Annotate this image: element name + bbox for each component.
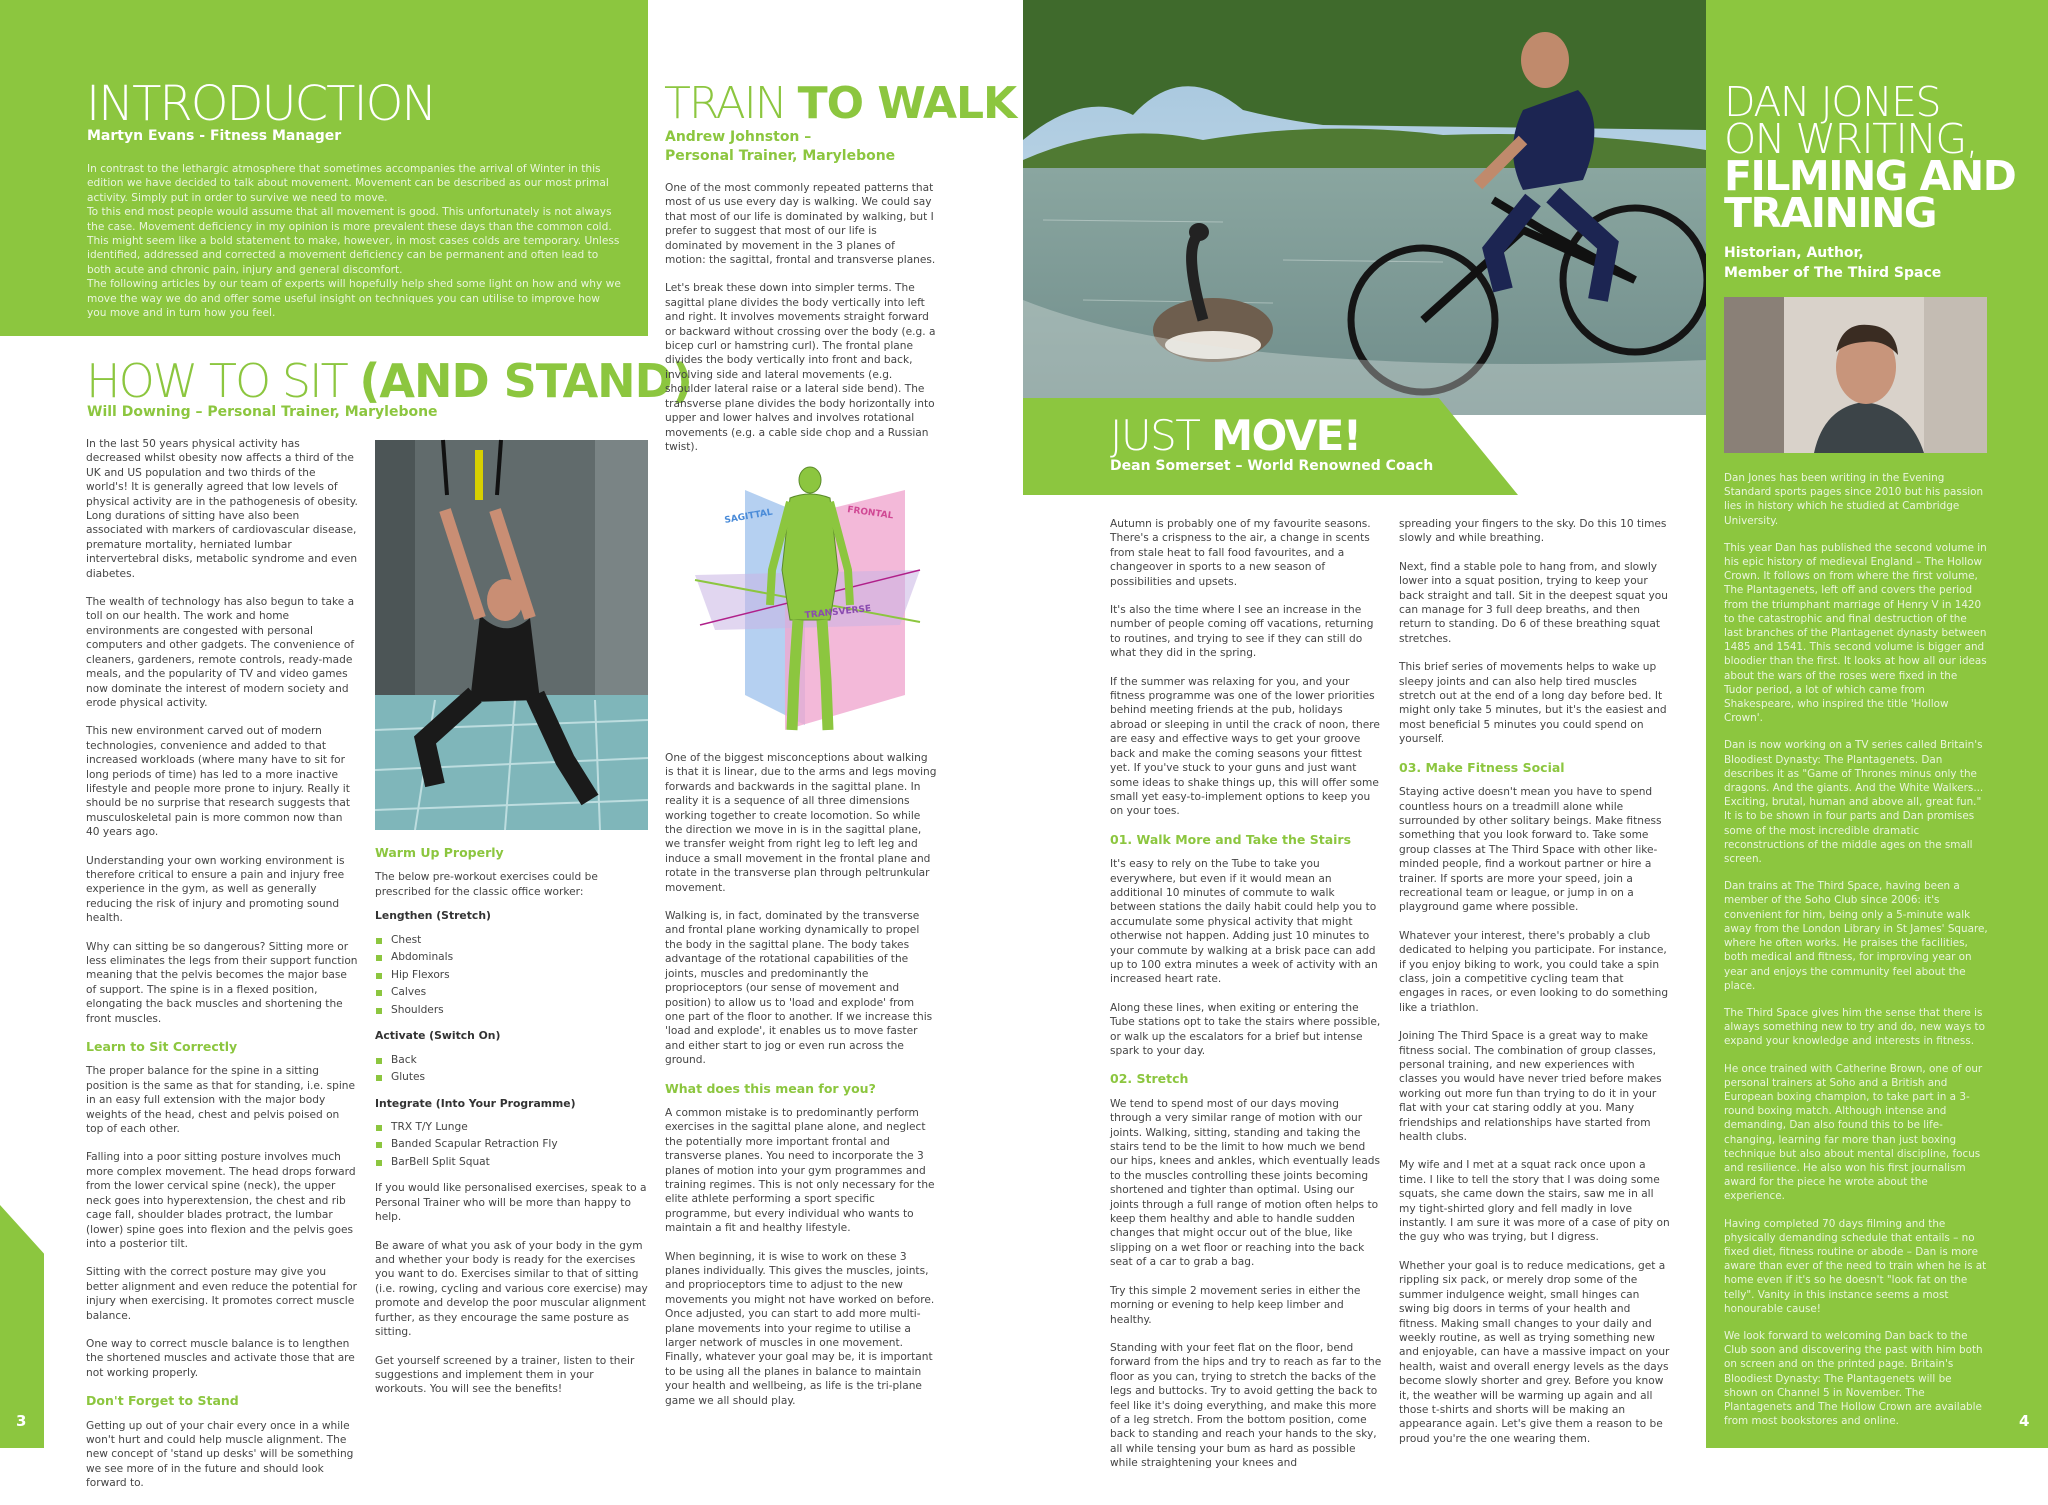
dan-subtitle-line: Historian, Author, <box>1724 245 1864 261</box>
paragraph: Along these lines, when exiting or entering the Tube stations opt to take the stairs where possible, or walk up the escalators for a brief but intense spark to your day. <box>1110 1001 1381 1057</box>
subheading-social: 03. Make Fitness Social <box>1399 759 1565 775</box>
transverse-label: TRANSVERSE <box>804 604 872 621</box>
list-item: Chest <box>375 932 648 950</box>
paragraph: One way to correct muscle balance is to lengthen the shortened muscles and activate those that are not working properly. <box>86 1337 355 1379</box>
dan-subtitle <box>1724 243 1941 283</box>
intro-text <box>87 162 622 333</box>
paragraph: spreading your fingers to the sky. Do this 10 times slowly and while breathing. <box>1399 518 1667 545</box>
paragraph: Next, find a stable pole to hang from, and slowly lower into a squat position, trying to keep your back straight and tall. Sit in the deepest squat you can manage for 3 full deep breaths, and then return to standing. Do 6 of these breathing squat stretches. <box>1399 560 1668 645</box>
paragraph: In the last 50 years physical activity has decreased whilst obesity now affects a third of the UK and US population and two thirds of the world's! It is generally agreed that low levels of physical activity are in the pathogenesis of obesity. Long durations of sitting have also been associated with markers of cardiovascular disease, premature mortality, herniated lumbar intervertebral disks, metabolic syndrome and even diabetes. <box>86 438 358 580</box>
paragraph: One of the biggest misconceptions about walking is that it is linear, due to the arms and legs moving forwards and backwards in the sagittal plane. In reality it is a sequence of all three dimensions working together to create locomotion. So while the direction we move in is in the sagittal plane, we transfer weight from right leg to left leg and induce a small movement in the frontal plane and rotate in the transverse plan through peltrunkular movement. <box>665 752 937 894</box>
move-byline: Dean Somerset – World Renowned Coach <box>1110 458 1434 474</box>
paragraph: Dan trains at The Third Space, having been a member of the Soho Club since 2006: it's convenient for him, being only a 5-minute walk away from the London Library in St James' Square, where he often works. He praises the facilities, both medical and fitness, for improving year on year and enjoys the community feel about the place. <box>1724 880 1988 992</box>
intro-para: In contrast to the lethargic atmosphere that sometimes accompanies the arrival of Winter in this edition we have decided to talk about movement. Movement can be described as our most primal activity. Simply put in order to survive we need to move. <box>87 163 609 204</box>
list-item: Glutes <box>375 1069 648 1087</box>
list-item: Abdominals <box>375 949 648 967</box>
dan-title-line: DAN JONES <box>1724 78 1941 126</box>
paragraph: The wealth of technology has also begun to take a toll on our health. The work and home environments are congested with personal computers and other gadgets. The convenience of cleaners, gardeners, remote controls, ready-made meals, and the popularity of TV and video games now dominate the interest of modern society and erode physical activity. <box>86 596 355 709</box>
walk-byline-line: Andrew Johnston – <box>665 129 812 145</box>
list-lengthen <box>375 932 648 1020</box>
list-item: Back <box>375 1052 648 1070</box>
paragraph: If the summer was relaxing for you, and your fitness programme was one of the lower priorities behind meeting friends at the pub, holidays abroad or sleeping in until the crack of noon, there are easy and effective ways to get your groove back and make the coming seasons your fittest yet. If you've stuck to your guns and just want some ideas to shake things up, this will offer some small yet easy-to-implement options to keep you on your toes. <box>1110 675 1380 818</box>
paragraph: The Third Space gives him the sense that there is always something new to try and do, new ways to expand your knowledge and interests in fitness. <box>1724 1006 1985 1048</box>
list-item: Shoulders <box>375 1002 648 1020</box>
list-item: Banded Scapular Retraction Fly <box>375 1136 648 1154</box>
sit-title-light: HOW TO SIT <box>86 354 360 408</box>
subheading-walk-more: 01. Walk More and Take the Stairs <box>1110 831 1352 847</box>
paragraph: Whatever your interest, there's probably a club dedicated to helping you participate. For instance, if you enjoy biking to work, you could take a spin class, join a competitive cycling team that engages in races, or even looking to do something like a triathlon. <box>1399 929 1669 1014</box>
move-column-2 <box>1399 517 1671 1460</box>
page-number-right: 4 <box>2019 1412 2030 1430</box>
subheading-warm: Warm Up Properly <box>375 845 504 860</box>
cyclist-photo <box>1023 0 1706 415</box>
subheading-forget: Don't Forget to Stand <box>86 1393 239 1409</box>
planes-diagram <box>690 460 930 740</box>
paragraph: The proper balance for the spine in a sitting position is the same as that for standing, i.e. spine in an easy full extension with the major body weights of the head, chest and pelvis poised on top of each other. <box>86 1065 356 1136</box>
paragraph: This year Dan has published the second volume in his epic history of medieval England – The Hollow Crown. It follows on from where the first volume, The Plantagenets, left off and covers the period from the triumphant marriage of Henry V in 1420 to the catastrophic and final destruction of the last branches of the Plantagenet dynasty between 1485 and 1541. This second volume is bigger and bloodier than the first. It looks at how all our ideas about the wars of the roses were fixed in the Tudor period, a lot of which came from Shakespeare, who inspired the title 'Hollow Crown'. <box>1724 541 1987 725</box>
subheading-learn: Learn to Sit Correctly <box>86 1039 238 1055</box>
paragraph: If you would like personalised exercises, speak to a Personal Trainer who will be more than happy to help. <box>375 1182 647 1224</box>
frontal-label: FRONTAL <box>846 505 894 522</box>
walk-text-bottom <box>665 751 937 1422</box>
paragraph: It's easy to rely on the Tube to take you everywhere, but even if it would mean an additional 10 minutes of commute to walk between stations the daily habit could help you to accumulate some physical activity that might otherwise not happen. Adding just 10 minutes to your commute by walking at a brisk pace can add up to 100 extra minutes a week of activity with an increased heart rate. <box>1110 858 1378 986</box>
paragraph: Whether your goal is to reduce medications, get a rippling six pack, or merely drop some of the summer indulgence weight, small hinges can swing big doors in terms of your health and fitness. Making small changes to your daily and weekly routine, as well as trying something new and enjoyable, can have a massive impact on your health, waist and overall energy levels as the days become slowly shorter and grey. Before you know it, the weather will be warming up again and all those t-shirts and shorts will be making an appearance again. Let's give them a reason to be proud you're the one wearing them. <box>1399 1259 1670 1445</box>
move-title-light: JUST <box>1110 411 1212 460</box>
paragraph: It's also the time where I see an increase in the number of people coming off vacations, returning to routines, and trying to see if they can still do what they did in the spring. <box>1110 604 1374 660</box>
list-integrate <box>375 1119 648 1172</box>
intro-title: INTRODUCTION <box>86 76 436 132</box>
list-item: TRX T/Y Lunge <box>375 1119 648 1137</box>
paragraph: This new environment carved out of modern technologies, convenience and added to that increased workloads (where many have to sit for long periods of time) has led to a more inactive lifestyle and people more prone to injury. Really it should be no surprise that research suggests that musculoskeletal pain is more common now than 40 years ago. <box>86 725 351 839</box>
subheading-mean: What does this mean for you? <box>665 1080 876 1096</box>
list-label-integrate: Integrate (Into Your Programme) <box>375 1096 576 1110</box>
list-item: Calves <box>375 984 648 1002</box>
dan-title-line: ON WRITING, <box>1724 115 1978 163</box>
move-title-bold: MOVE! <box>1211 411 1361 460</box>
walk-title-bold: TO WALK <box>797 78 1017 129</box>
list-label-activate: Activate (Switch On) <box>375 1029 501 1043</box>
paragraph: The below pre-workout exercises could be prescribed for the classic office worker: <box>375 871 598 898</box>
paragraph: Dan is now working on a TV series called Britain's Bloodiest Dynasty: The Plantagenets. Dan describes it as "Game of Thrones minus only the dragons. And the giants. And the White Walkers... Exciting, brutal, human and above all, great fun." It is to be shown in four parts and Dan promises some of the most incredible dramatic reconstructions of the middle ages on the small screen. <box>1724 739 1984 866</box>
paragraph: This brief series of movements helps to wake up sleepy joints and can also help tired muscles stretch out at the end of a long day before bed. It might only take 5 minutes, but it's the easiest and most beneficial 5 minutes you could spend on yourself. <box>1399 661 1667 746</box>
paragraph: Be aware of what you ask of your body in the gym and whether your body is ready for the exercises you want to do. Exercises similar to that of sitting (i.e. rowing, cycling and various core exercise) may promote and develop the poor muscular alignment further, as they encourage the same posture as sitting. <box>375 1239 648 1339</box>
subheading-stretch: 02. Stretch <box>1110 1071 1189 1087</box>
paragraph: Dan Jones has been writing in the Evening Standard sports pages since 2010 but his passion lies in history which he studied at Cambridge University. <box>1724 472 1984 527</box>
dan-text <box>1724 471 1988 1441</box>
move-column-1 <box>1110 517 1382 1485</box>
dan-title-line: FILMING AND <box>1724 152 2016 200</box>
sagittal-label: SAGITTAL <box>723 507 774 526</box>
paragraph: Sitting with the correct posture may give you better alignment and even reduce the potential for injury when exercising. It promotes correct muscle balance. <box>86 1266 357 1322</box>
paragraph: Staying active doesn't mean you have to spend countless hours on a treadmill alone while surrounded by other solitary beings. Make fitness something that you look forward to. Take some group classes at The Third Space with other like-minded people, find a workout partner or hire a trainer. If sports are more your speed, join a recreational team or league, or jump in on a playground game where possible. <box>1399 786 1662 914</box>
paragraph: He once trained with Catherine Brown, one of our personal trainers at Soho and a British and European boxing champion, to take part in a 3-round boxing match. Although intense and demanding, Dan also found this to be life-changing, learning far more than just boxing technique but also about mental discipline, focus and resilience. He also won his first journalism award for the piece he wrote about the experience. <box>1724 1062 1983 1203</box>
list-label-lengthen: Lengthen (Stretch) <box>375 909 491 923</box>
paragraph: Let's break these down into simpler terms. The sagittal plane divides the body vertically into left and right. It involves movements straight forward or backward without crossing over the body (e.g. a bicep curl or hamstring curl). The frontal plane divides the body vertically into front and back, involving side and lateral movements (e.g. shoulder lateral raise or a lateral side bend). The transverse plane divides the body horizontally into upper and lower halves and involves rotational movements (e.g. a cable side chop and a Russian twist). <box>665 282 936 453</box>
paragraph: Try this simple 2 movement series in either the morning or evening to help keep limber and healthy. <box>1110 1284 1361 1326</box>
sit-column-2 <box>375 844 648 1411</box>
paragraph: We tend to spend most of our days moving through a very similar range of motion with our joints. Walking, sitting, standing and taking the stairs tend to be the limit to how much we bend our hips, knees and ankles, which eventually leads to the muscles controlling these joints becoming shortened and tighter than optimal. Using our joints through a full range of motion often helps to keep them healthy and able to handle sudden changes that might occur out of the blue, like slipping on a wet floor or reaching into the back seat of a car to grab a bag. <box>1110 1097 1381 1269</box>
sit-column-1 <box>86 437 358 1505</box>
paragraph: One of the most commonly repeated patterns that most of us use every day is walking. We could say that most of our life is dominated by walking, but I prefer to suggest that most of our life is dominated by movement in the 3 planes of motion: the sagittal, frontal and transverse planes. <box>665 182 936 267</box>
paragraph: Falling into a poor sitting posture involves much more complex movement. The head drops forward from the lower cervical spine (neck), the upper neck goes into hyperextension, the chest and rib cage fall, shoulder blades protract, the lumbar (lower) spine goes into flexion and the pelvis goes into a posterior tilt. <box>86 1151 356 1250</box>
walk-byline <box>665 128 895 166</box>
intro-para: The following articles by our team of experts will hopefully help shed some light on how and why we move the way we do and offer some useful insight on techniques you can utilise to improve how you move and in turn how you feel. <box>87 278 621 320</box>
paragraph: Joining The Third Space is a great way to make fitness social. The combination of group classes, personal training, and new experiences with classes you would have never tried before makes working out more fun than trying to do it in your flat with your cat staring oddly at you. Many friendships and relationships have started from health clubs. <box>1399 1030 1662 1144</box>
sit-title-bold: (AND STAND) <box>359 354 692 408</box>
paragraph: My wife and I met at a squat rack once upon a time. I like to tell the story that I was doing some squats, she came down the stairs, saw me in all my tight-shirted glory and fell madly in love instantly. I am sure it was more of a case of pity on the guy who was trying, but I digress. <box>1399 1159 1670 1244</box>
dan-portrait <box>1724 297 1987 453</box>
paragraph: When beginning, it is wise to work on these 3 planes individually. This gives the muscles, joints, and proprioceptors time to adjust to the new movements you might not have worked on before. Once adjusted, you can start to add more multi-plane movements into your regime to utilise a larger network of muscles in one movement. Finally, whatever your goal may be, it is important to be using all the planes in balance to maintain your health and wellbeing, as life is the tri-plane game we all should play. <box>665 1250 935 1407</box>
intro-byline: Martyn Evans - Fitness Manager <box>87 128 342 144</box>
paragraph: Getting up out of your chair every once in a while won't hurt and could help muscle alignment. The new concept of 'stand up desks' will be something we see more of in the future and should look forward to. <box>86 1419 354 1490</box>
paragraph: A common mistake is to predominantly perform exercises in the sagittal plane alone, and neglect the potentially more important frontal and transverse planes. You need to incorporate the 3 planes of motion into your gym programmes and training regimes. This is not only necessary for the elite athlete performing a sport specific programme, but every individual who wants to maintain a fit and healthy lifestyle. <box>665 1106 935 1235</box>
paragraph: Standing with your feet flat on the floor, bend forward from the hips and try to reach as far to the floor as you can, trying to stretch the backs of the legs and buttocks. Try to avoid getting the back to feel like it's doing everything, and make this more of a leg stretch. From the bottom position, come back to standing and reach your hands to the sky, all while tensing your bum as hard as possible while straightening your knees and <box>1110 1341 1382 1470</box>
paragraph: Understanding your own working environment is therefore critical to ensure a pain and injury free experience in the gym, as well as generally reducing the risk of injury and promoting sound health. <box>86 854 345 925</box>
paragraph: Why can sitting be so dangerous? Sitting more or less eliminates the legs from their support function meaning that the pelvis becomes the major base of support. The spine is in a flexed position, elongating the back muscles and shortening the front muscles. <box>86 940 358 1025</box>
walk-title <box>664 78 1017 129</box>
list-item: BarBell Split Squat <box>375 1154 648 1172</box>
list-item: Hip Flexors <box>375 967 648 985</box>
intro-para: To this end most people would assume that all movement is good. This unfortunately is not always the case. Movement deficiency in my opinion is more prevalent these days than the common cold. This might seem like a bold statement to make, however, in most cases colds are temporary. Unless identified, addressed and corrected a movement deficiency can be permanent and often lead to both acute and chronic pain, injury and general discomfort. <box>87 206 620 276</box>
move-title <box>1110 411 1361 460</box>
sit-title <box>86 354 692 408</box>
dan-subtitle-line: Member of The Third Space <box>1724 265 1942 281</box>
paragraph: Get yourself screened by a trainer, listen to their suggestions and implement them in your workouts. You will see the benefits! <box>375 1354 635 1396</box>
sit-byline: Will Downing – Personal Trainer, Marylebone <box>87 404 438 420</box>
dan-title <box>1724 78 2016 237</box>
paragraph: Walking is, in fact, dominated by the transverse and frontal plane working dynamically to propel the body in the sagittal plane. The body takes advantage of the rotational capabilities of the joints, muscles and predominantly the proprioceptors (our sense of movement and position) to allow us to 'load and explode' from one part of the floor to another. If we increase this 'load and explode', it enables us to move faster and either start to jog or even run across the ground. <box>665 910 933 1067</box>
trx-photo <box>375 440 648 830</box>
list-activate <box>375 1052 648 1087</box>
walk-title-light: TRAIN <box>664 78 798 129</box>
page-number-left: 3 <box>16 1412 27 1430</box>
walk-text-top <box>665 181 937 468</box>
walk-byline-line: Personal Trainer, Marylebone <box>665 148 896 164</box>
paragraph: We look forward to welcoming Dan back to the Club soon and discovering the past with him both on screen and on the printed page. Britain's Bloodiest Dynasty: The Plantagenets will be shown on Channel 5 in November. The Plantagenets and The Hollow Crown are available from most bookstores and online. <box>1724 1329 1983 1428</box>
dan-title-line: TRAINING <box>1724 189 1937 237</box>
paragraph: Having completed 70 days filming and the physically demanding schedule that entails – no fixed diet, fitness routine or abode – Dan is more aware than ever of the need to train when he is at home even if it's so he doesn't "look fat on the telly". Vanity in this instance seems a most honourable cause! <box>1724 1217 1987 1315</box>
paragraph: Autumn is probably one of my favourite seasons. There's a crispness to the air, a change in scents from stale heat to fall food favourites, and a changeover in sports to a new season of possibilities and upsets. <box>1110 518 1371 588</box>
